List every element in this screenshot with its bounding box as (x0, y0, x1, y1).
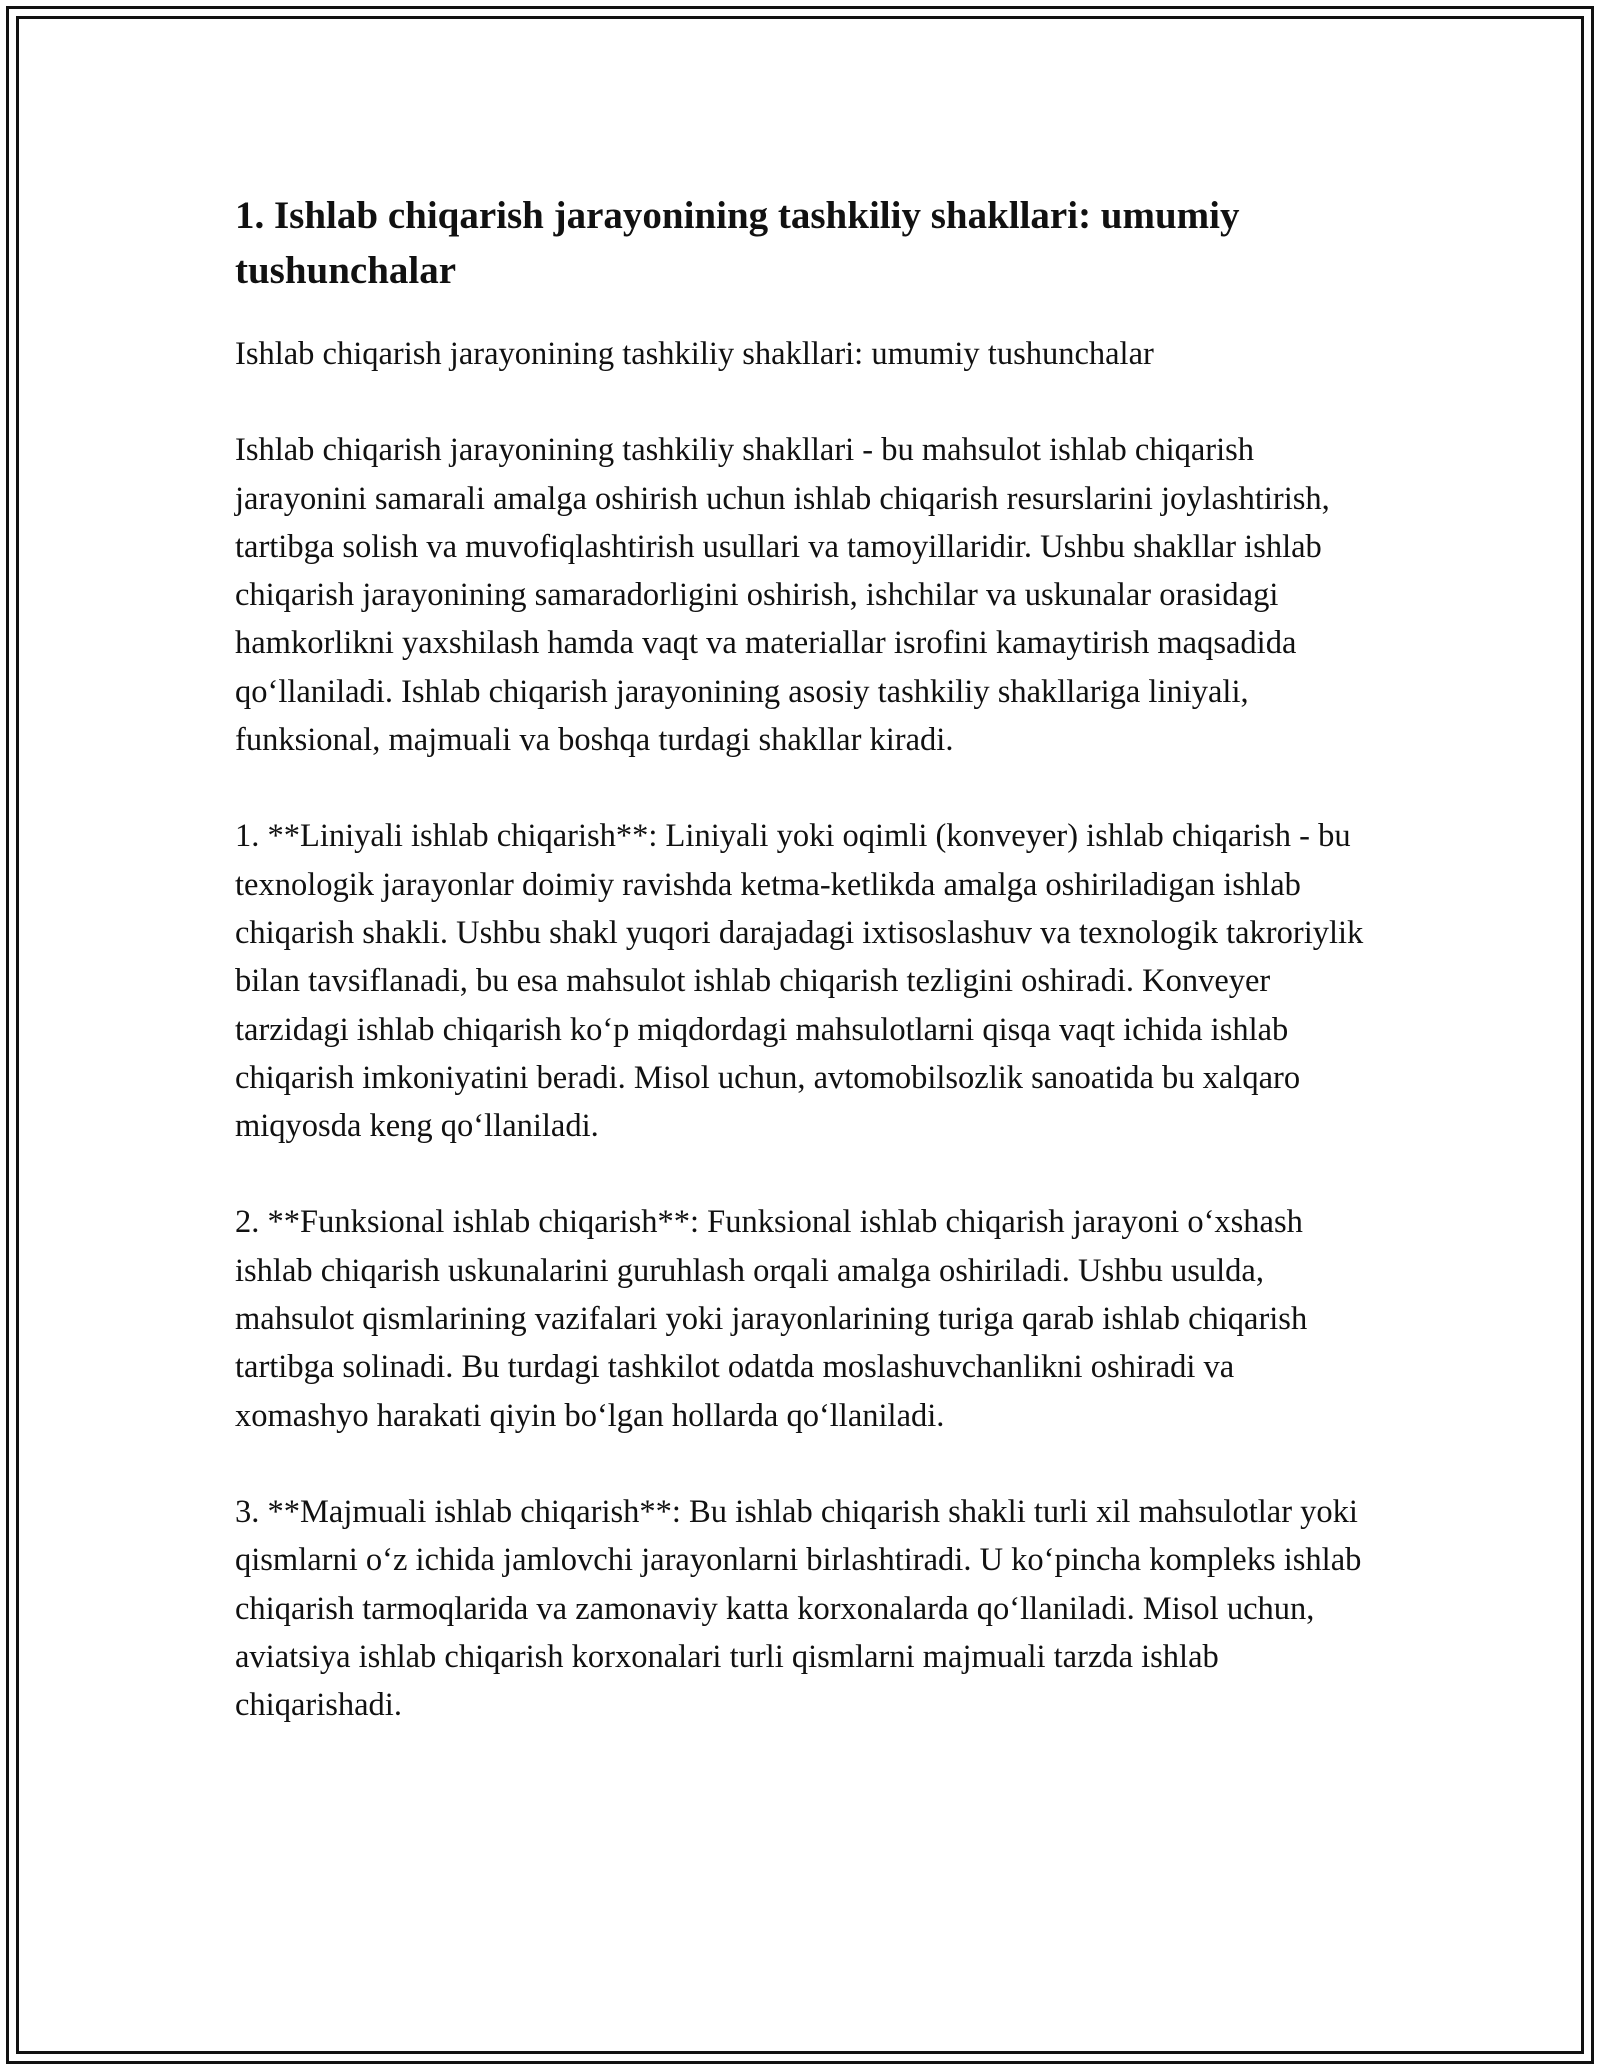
intro-paragraph: Ishlab chiqarish jarayonining tashkiliy shakllari - bu mahsulot ishlab chiqarish jarayonini samarali amalga oshirish uchun ishlab chiqarish resurslarini joylashtirish, tartibga solish va muvofiqlashtirish usullari va tamoyillaridir. Ushbu shakllar ishlab chiqarish jarayonining samaradorligini oshirish, ishchilar va uskunalar orasidagi hamkorlikni yaxshilash hamda vaqt va materiallar isrofini kamaytirish maqsadida qo‘llaniladi. Ishlab chiqarish jarayonining asosiy tashkiliy shakllariga liniyali, funksional, majmuali va boshqa turdagi shakllar kiradi. (235, 432, 1330, 759)
complex-production-paragraph: 3. **Majmuali ishlab chiqarish**: Bu ishlab chiqarish shakli turli xil mahsulotlar yoki qismlarni o‘z ichida jamlovchi jarayonlarni birlashtiradi. U ko‘pincha kompleks ishlab chiqarish tarmoqlarida va zamonaviy katta korxonalarda qo‘llaniladi. Misol uchun, aviatsiya ishlab chiqarish korxonalari turli qismlarni majmuali tarzda ishlab chiqarishadi. (235, 1493, 1362, 1724)
subtitle-paragraph: Ishlab chiqarish jarayonining tashkiliy shakllari: umumiy tushunchalar (235, 336, 1154, 372)
document-body (235, 188, 1375, 1777)
linear-production-paragraph: 1. **Liniyali ishlab chiqarish**: Liniyali yoki oqimli (konveyer) ishlab chiqarish - bu texnologik jarayonlar doimiy ravishda ketma-ketlikda amalga oshiriladigan ishlab chiqarish shakli. Ushbu shakl yuqori darajadagi ixtisoslashuv va texnologik takroriylik bilan tavsiflanadi, bu esa mahsulot ishlab chiqarish tezligini oshiradi. Konveyer tarzidagi ishlab chiqarish ko‘p miqdordagi mahsulotlarni qisqa vaqt ichida ishlab chiqarish imkoniyatini beradi. Misol uchun, avtomobilsozlik sanoatida bu xalqaro miqyosda keng qo‘llaniladi. (235, 818, 1364, 1145)
functional-production-paragraph: 2. **Funksional ishlab chiqarish**: Funksional ishlab chiqarish jarayoni o‘xshash ishlab chiqarish uskunalarini guruhlash orqali amalga oshiriladi. Ushbu usulda, mahsulot qismlarining vazifalari yoki jarayonlarining turiga qarab ishlab chiqarish tartibga solinadi. Bu turdagi tashkilot odatda moslashuvchanlikni oshiradi va xomashyo harakati qiyin bo‘lgan hollarda qo‘llaniladi. (235, 1204, 1308, 1434)
document-title: 1. Ishlab chiqarish jarayonining tashkiliy shakllari: umumiy tushunchalar (235, 194, 1240, 292)
